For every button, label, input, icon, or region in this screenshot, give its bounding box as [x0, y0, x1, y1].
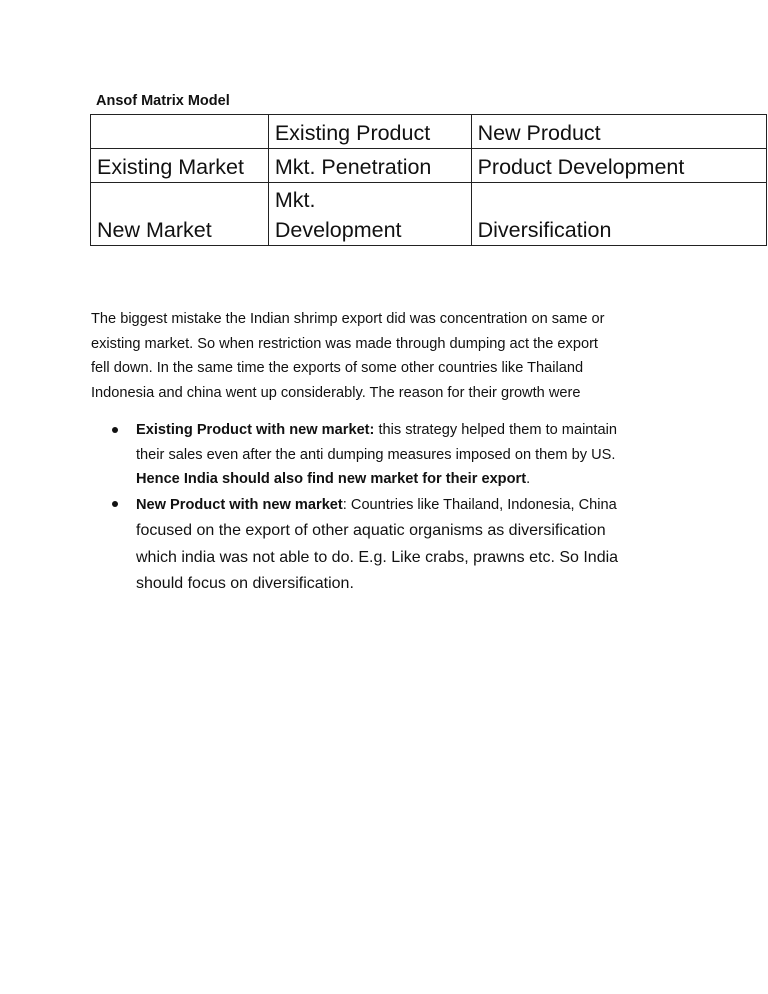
table-header-row: [91, 115, 767, 149]
bullet-icon: [112, 501, 118, 507]
paragraph-line: existing market. So when restriction was made through dumping act the export: [91, 335, 598, 352]
bullet-icon: [112, 427, 118, 433]
cell-text-line: Mkt.: [274, 188, 316, 212]
bullet-line: [136, 492, 712, 519]
cell-market-penetration: Mkt. Penetration: [268, 149, 471, 183]
table-row: [91, 183, 767, 246]
cell-text-line: Development: [274, 218, 402, 242]
cell-diversification: Diversification: [471, 183, 766, 246]
paragraph-line: Indonesia and china went up considerably. The reason for their growth were: [91, 384, 581, 401]
table-row: [91, 149, 767, 183]
header-new-product: New Product: [471, 115, 766, 149]
table-corner-cell: [91, 115, 269, 149]
bullet-heading: New Product with new market: [136, 496, 343, 513]
row-label-existing-market: Existing Market: [91, 149, 269, 183]
bullet-text: this strategy helped them to maintain: [374, 422, 617, 438]
bullet-text: : Countries like Thailand, Indonesia, China: [342, 496, 617, 513]
header-existing-product: Existing Product: [268, 115, 471, 149]
bullet-heading: Existing Product with new market:: [136, 422, 375, 438]
bullet-text: .: [526, 471, 531, 487]
list-item: [112, 492, 712, 598]
bullet-line: focused on the export of other aquatic organisms as diversification: [136, 522, 606, 539]
bullet-list: [112, 418, 712, 598]
ansoff-matrix-table: [90, 114, 767, 246]
bullet-line: [136, 467, 712, 492]
bullet-emphasis: Hence India should also find new market for their export: [136, 471, 527, 487]
matrix-title: Ansof Matrix Model: [96, 93, 230, 109]
bullet-line: should focus on diversification.: [136, 575, 354, 592]
bullet-line: their sales even after the anti dumping measures imposed on them by US.: [136, 446, 616, 463]
paragraph-line: The biggest mistake the Indian shrimp export did was concentration on same or: [91, 311, 605, 327]
list-item: [112, 418, 712, 492]
bullet-line: which india was not able to do. E.g. Like crabs, prawns etc. So India: [136, 548, 619, 566]
bullet-line: [136, 418, 712, 443]
body-paragraph: [91, 307, 691, 405]
cell-product-development: Product Development: [471, 149, 766, 183]
cell-market-development: [268, 183, 471, 246]
paragraph-line: fell down. In the same time the exports of some other countries like Thailand: [91, 360, 584, 376]
row-label-new-market: New Market: [91, 183, 269, 246]
